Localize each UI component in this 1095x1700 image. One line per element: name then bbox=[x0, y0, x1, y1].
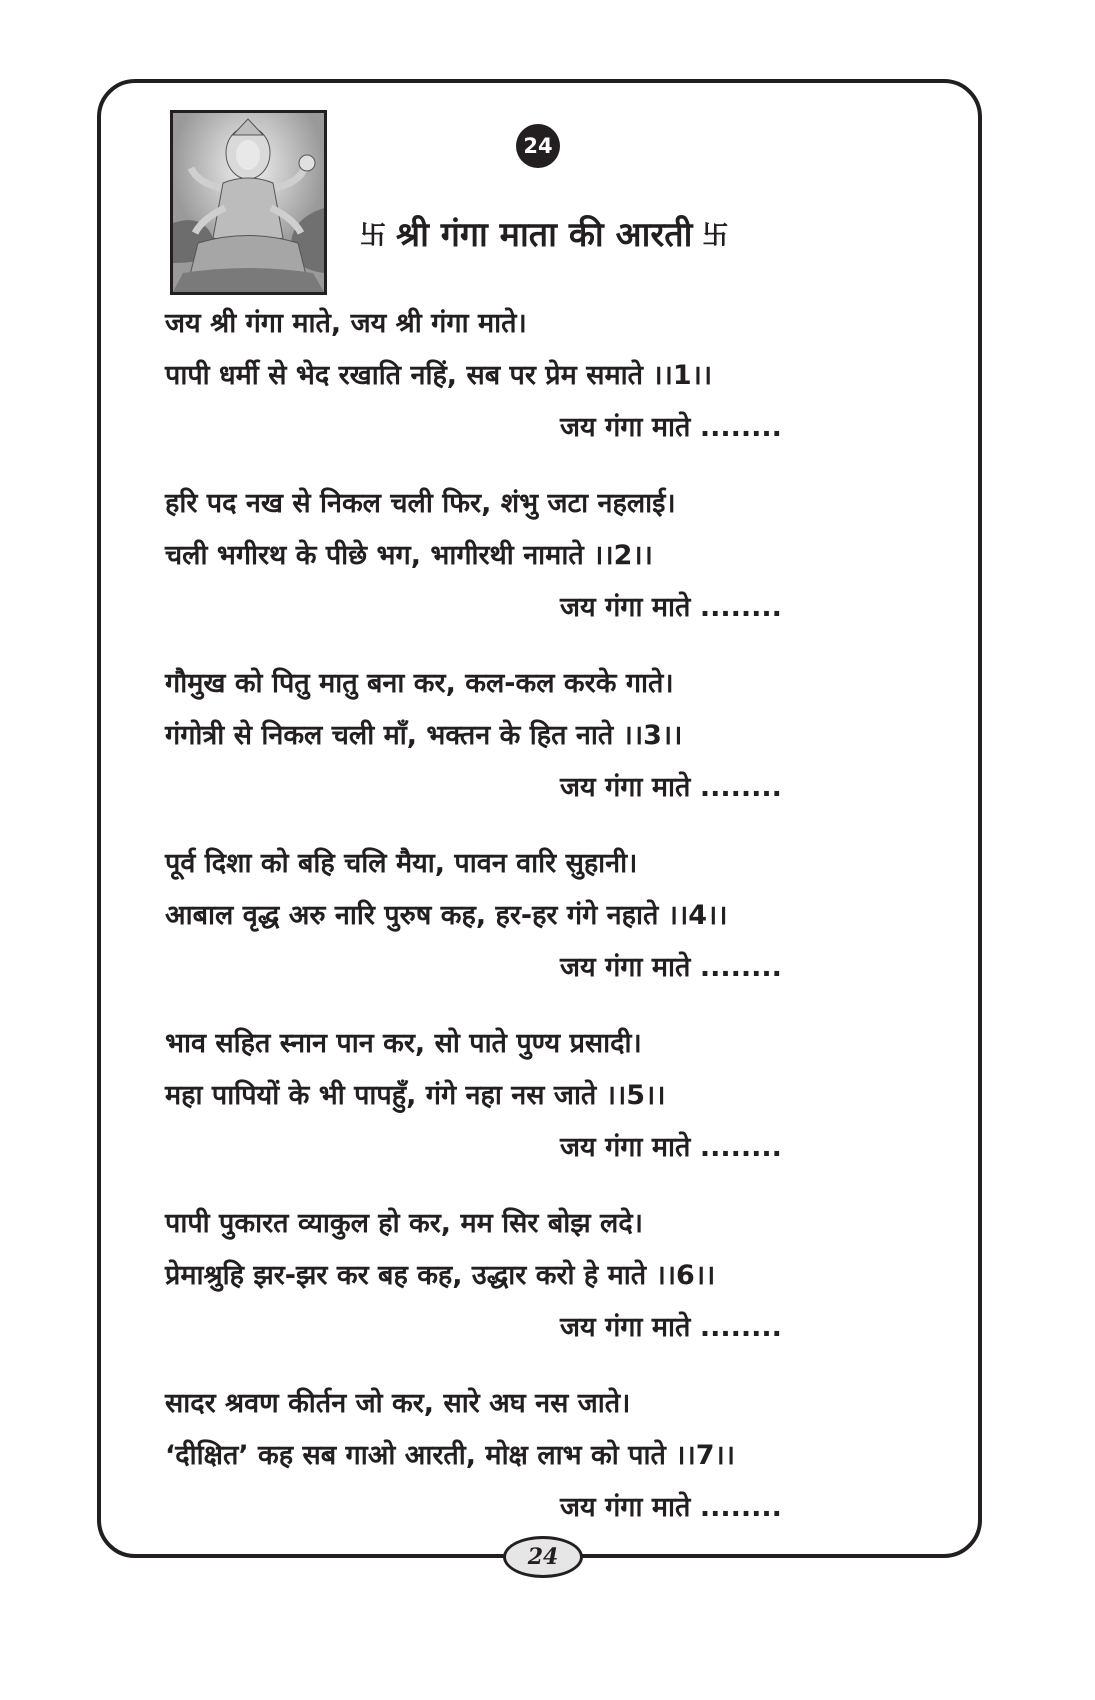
stanza-refrain: जय गंगा माते ........ bbox=[560, 592, 782, 623]
stanza-line: पूर्व दिशा को बहि चलि मैया, पावन वारि सुहानी। bbox=[165, 848, 638, 879]
stanza-line: पापी पुकारत व्याकुल हो कर, मम सिर बोझ लदे। bbox=[165, 1208, 643, 1239]
stanza-line: भाव सहित स्नान पान कर, सो पाते पुण्य प्रसादी। bbox=[165, 1028, 642, 1059]
stanza-3 bbox=[165, 658, 925, 814]
footer-page-number: 24 bbox=[503, 1536, 583, 1578]
stanza-7 bbox=[165, 1378, 925, 1534]
stanza-line: आबाल वृद्ध अरु नारि पुरुष कह, हर-हर गंगे नहाते ।।4।। bbox=[165, 900, 728, 931]
stanza-line: जय श्री गंगा माते, जय श्री गंगा माते। bbox=[165, 308, 527, 339]
swastika-left-icon: 卐 bbox=[360, 220, 387, 251]
swastika-right-icon: 卐 bbox=[702, 220, 729, 251]
stanza-line: सादर श्रवण कीर्तन जो कर, सारे अघ नस जाते। bbox=[165, 1388, 631, 1419]
stanza-line: गंगोत्री से निकल चली माँ, भक्तन के हित नाते ।।3।। bbox=[165, 720, 683, 751]
stanza-5 bbox=[165, 1018, 925, 1174]
stanza-2 bbox=[165, 478, 925, 634]
goddess-ganga-image bbox=[170, 110, 327, 295]
stanza-line: प्रेमाश्रुहि झर-झर कर बह कह, उद्धार करो हे माते ।।6।। bbox=[165, 1260, 716, 1291]
stanza-line: गौमुख को पितु मातु बना कर, कल-कल करके गाते। bbox=[165, 668, 674, 699]
stanza-refrain: जय गंगा माते ........ bbox=[560, 952, 782, 983]
stanza-line: महा पापियों के भी पापहुँ, गंगे नहा नस जाते ।।5।। bbox=[165, 1080, 666, 1111]
stanza-1 bbox=[165, 298, 925, 454]
stanza-line: हरि पद नख से निकल चली फिर, शंभु जटा नहलाई। bbox=[165, 488, 676, 519]
aarti-number-badge: 24 bbox=[516, 124, 560, 168]
page-title: श्री गंगा माता की आरती bbox=[396, 215, 693, 255]
title-row bbox=[360, 205, 860, 261]
stanza-refrain: जय गंगा माते ........ bbox=[560, 772, 782, 803]
stanza-6 bbox=[165, 1198, 925, 1354]
stanza-4 bbox=[165, 838, 925, 994]
stanza-line: चली भगीरथ के पीछे भग, भागीरथी नामाते ।।2।। bbox=[165, 540, 653, 571]
stanza-refrain: जय गंगा माते ........ bbox=[560, 1312, 782, 1343]
stanza-line: पापी धर्मी से भेद रखाति नहिं, सब पर प्रेम समाते ।।1।। bbox=[165, 360, 713, 391]
stanza-line: ‘दीक्षित’ कह सब गाओ आरती, मोक्ष लाभ को पाते ।।7।। bbox=[165, 1440, 735, 1471]
stanza-refrain: जय गंगा माते ........ bbox=[560, 412, 782, 443]
stanza-refrain: जय गंगा माते ........ bbox=[560, 1132, 782, 1163]
goddess-illustration bbox=[173, 113, 324, 292]
stanza-refrain: जय गंगा माते ........ bbox=[560, 1492, 782, 1523]
